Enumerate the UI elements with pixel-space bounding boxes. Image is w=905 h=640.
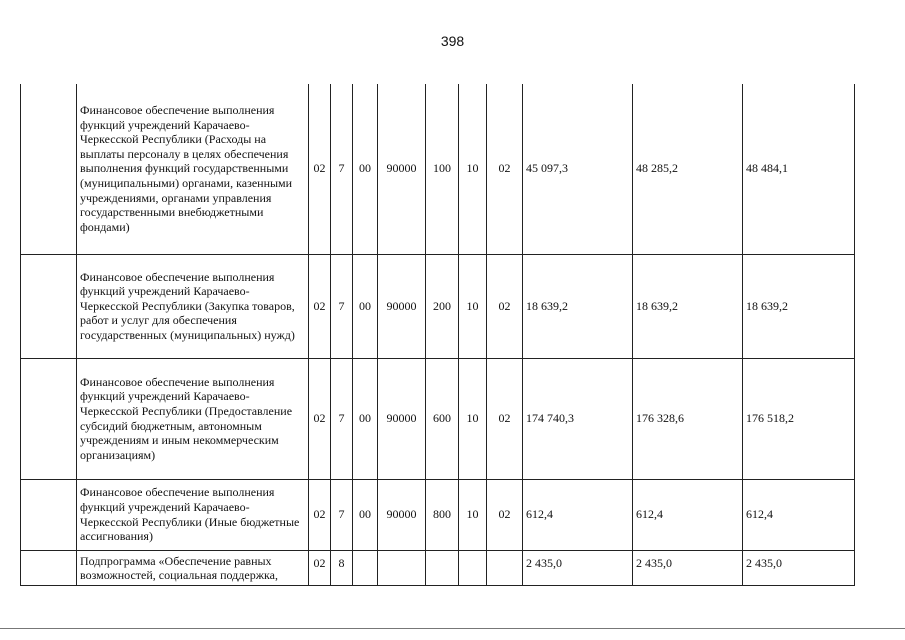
row-marker-cell bbox=[21, 479, 77, 550]
code-cell: 02 bbox=[487, 479, 523, 550]
code-cell: 100 bbox=[426, 84, 459, 254]
amount-cell: 18 639,2 bbox=[743, 254, 855, 358]
code-cell: 90000 bbox=[378, 479, 426, 550]
row-marker-cell bbox=[21, 358, 77, 479]
code-cell: 00 bbox=[353, 358, 378, 479]
code-cell: 7 bbox=[331, 358, 353, 479]
amount-cell: 612,4 bbox=[523, 479, 633, 550]
amount-cell: 18 639,2 bbox=[523, 254, 633, 358]
expense-name: Финансовое обеспечение выполнения функций учреждений Карачаево-Черкесской Республики (Закупка товаров, работ и услуг для обеспечения государственных (муниципальных) нужд) bbox=[77, 254, 309, 358]
code-cell: 00 bbox=[353, 84, 378, 254]
code-cell: 800 bbox=[426, 479, 459, 550]
code-cell: 10 bbox=[459, 84, 487, 254]
code-cell: 02 bbox=[309, 479, 331, 550]
code-cell: 7 bbox=[331, 479, 353, 550]
code-cell: 02 bbox=[487, 254, 523, 358]
code-cell: 8 bbox=[331, 550, 353, 585]
amount-cell: 48 285,2 bbox=[633, 84, 743, 254]
code-cell: 7 bbox=[331, 254, 353, 358]
code-cell: 7 bbox=[331, 84, 353, 254]
code-cell: 10 bbox=[459, 254, 487, 358]
amount-cell: 174 740,3 bbox=[523, 358, 633, 479]
code-cell: 02 bbox=[309, 254, 331, 358]
table-row bbox=[21, 550, 855, 585]
row-marker-cell bbox=[21, 254, 77, 358]
table-row bbox=[21, 254, 855, 358]
code-cell: 10 bbox=[459, 358, 487, 479]
code-cell: 90000 bbox=[378, 254, 426, 358]
table-row bbox=[21, 84, 855, 254]
amount-cell: 2 435,0 bbox=[633, 550, 743, 585]
code-cell: 02 bbox=[487, 358, 523, 479]
expense-name: Финансовое обеспечение выполнения функций учреждений Карачаево-Черкесской Республики (Предоставление субсидий бюджетным, автономным учреждениям и иным некоммерческим организациям) bbox=[77, 358, 309, 479]
code-cell: 02 bbox=[309, 358, 331, 479]
amount-cell: 612,4 bbox=[633, 479, 743, 550]
row-marker-cell bbox=[21, 84, 77, 254]
code-cell bbox=[459, 550, 487, 585]
code-cell: 90000 bbox=[378, 84, 426, 254]
table-row bbox=[21, 358, 855, 479]
expense-name: Финансовое обеспечение выполнения функций учреждений Карачаево-Черкесской Республики (Иные бюджетные ассигнования) bbox=[77, 479, 309, 550]
amount-cell: 176 518,2 bbox=[743, 358, 855, 479]
code-cell: 00 bbox=[353, 254, 378, 358]
subprogram-name: Подпрограмма «Обеспечение равных возможностей, социальная поддержка, bbox=[77, 550, 309, 585]
code-cell: 90000 bbox=[378, 358, 426, 479]
amount-cell: 612,4 bbox=[743, 479, 855, 550]
row-marker-cell bbox=[21, 550, 77, 585]
code-cell bbox=[353, 550, 378, 585]
budget-table bbox=[20, 84, 855, 586]
expense-name: Финансовое обеспечение выполнения функций учреждений Карачаево-Черкесской Республики (Расходы на выплаты персоналу в целях обеспечения выполнения функций государственными (муниципальными) органами, казенными учреждениями, органами управления государственными внебюджетными фондами) bbox=[77, 84, 309, 254]
page-bottom-divider bbox=[0, 628, 905, 629]
code-cell: 200 bbox=[426, 254, 459, 358]
code-cell: 02 bbox=[487, 84, 523, 254]
code-cell: 02 bbox=[309, 550, 331, 585]
code-cell: 00 bbox=[353, 479, 378, 550]
code-cell: 02 bbox=[309, 84, 331, 254]
amount-cell: 45 097,3 bbox=[523, 84, 633, 254]
amount-cell: 2 435,0 bbox=[743, 550, 855, 585]
code-cell bbox=[378, 550, 426, 585]
amount-cell: 48 484,1 bbox=[743, 84, 855, 254]
code-cell: 600 bbox=[426, 358, 459, 479]
table-row bbox=[21, 479, 855, 550]
amount-cell: 18 639,2 bbox=[633, 254, 743, 358]
amount-cell: 176 328,6 bbox=[633, 358, 743, 479]
code-cell bbox=[426, 550, 459, 585]
amount-cell: 2 435,0 bbox=[523, 550, 633, 585]
page-number: 398 bbox=[440, 33, 465, 49]
code-cell bbox=[487, 550, 523, 585]
code-cell: 10 bbox=[459, 479, 487, 550]
